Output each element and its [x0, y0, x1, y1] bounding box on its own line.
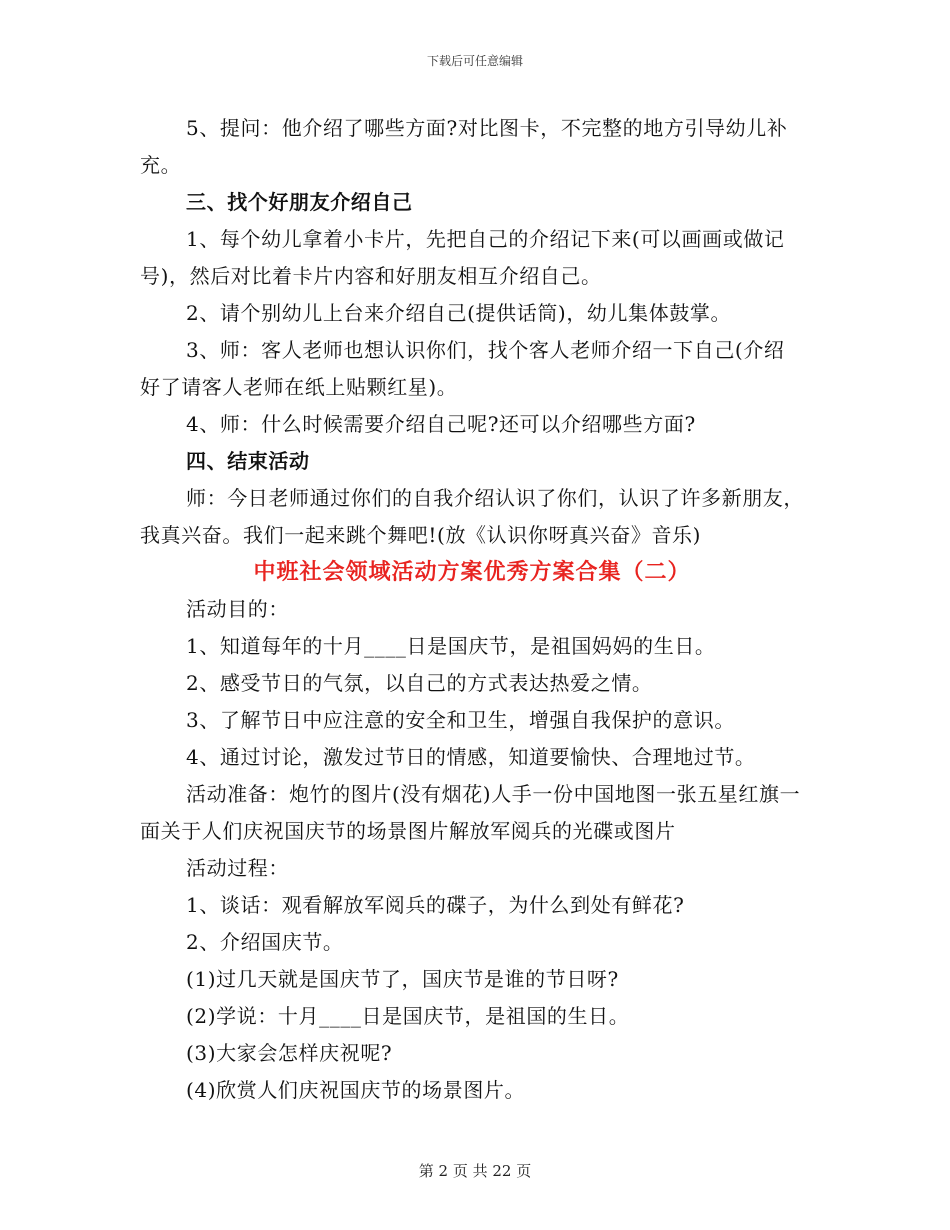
paragraph: 活动过程：: [186, 856, 289, 880]
page-footer: 第 2 页 共 22 页: [418, 1162, 532, 1180]
paragraph: 4、通过讨论，激发过节日的情感，知道要愉快、合理地过节。: [186, 745, 756, 769]
paragraph: 活动目的：: [186, 597, 289, 621]
paragraph: 3、了解节日中应注意的安全和卫生，增强自我保护的意识。: [186, 708, 735, 732]
paragraph: 2、请个别幼儿上台来介绍自己(提供话筒)，幼儿集体鼓掌。: [186, 301, 732, 325]
paragraph: 4、师：什么时候需要介绍自己呢?还可以介绍哪些方面?: [186, 412, 696, 436]
paragraph: 2、介绍国庆节。: [186, 930, 344, 954]
paragraph: 1、每个幼儿拿着小卡片，先把自己的介绍记下来(可以画画或做记号)，然后对比着卡片内容和好朋友相互介绍自己。: [140, 227, 785, 288]
paragraph: (2)学说：十月____日是国庆节，是祖国的生日。: [186, 1004, 630, 1028]
paragraph: 1、知道每年的十月____日是国庆节，是祖国妈妈的生日。: [186, 634, 716, 658]
paragraph: 活动准备：炮竹的图片(没有烟花)人手一份中国地图一张五星红旗一面关于人们庆祝国庆节的场景图片解放军阅兵的光碟或图片: [140, 782, 801, 843]
paragraph: 5、提问：他介绍了哪些方面?对比图卡，不完整的地方引导幼儿补充。: [140, 116, 788, 177]
document-title: 中班社会领域活动方案优秀方案合集（二）: [253, 559, 691, 585]
paragraph: (3)大家会怎样庆祝呢?: [186, 1041, 393, 1065]
paragraph: 师：今日老师通过你们的自我介绍认识了你们，认识了许多新朋友，我真兴奋。我们一起来跳个舞吧!(放《认识你呀真兴奋》音乐): [140, 486, 804, 547]
section-heading: 四、结束活动: [186, 449, 310, 473]
paragraph: 1、谈话：观看解放军阅兵的碟子，为什么到处有鲜花?: [186, 893, 685, 917]
paragraph: 3、师：客人老师也想认识你们，找个客人老师介绍一下自己(介绍好了请客人老师在纸上贴颗红星)。: [140, 338, 785, 399]
section-heading: 三、找个好朋友介绍自己: [186, 190, 413, 214]
paragraph: 2、感受节日的气氛，以自己的方式表达热爱之情。: [186, 671, 653, 695]
document-body: [140, 110, 804, 1109]
page-header: 下载后可任意编辑: [426, 54, 523, 68]
paragraph: (1)过几天就是国庆节了，国庆节是谁的节日呀?: [186, 967, 619, 991]
paragraph: (4)欣赏人们庆祝国庆节的场景图片。: [186, 1078, 526, 1102]
